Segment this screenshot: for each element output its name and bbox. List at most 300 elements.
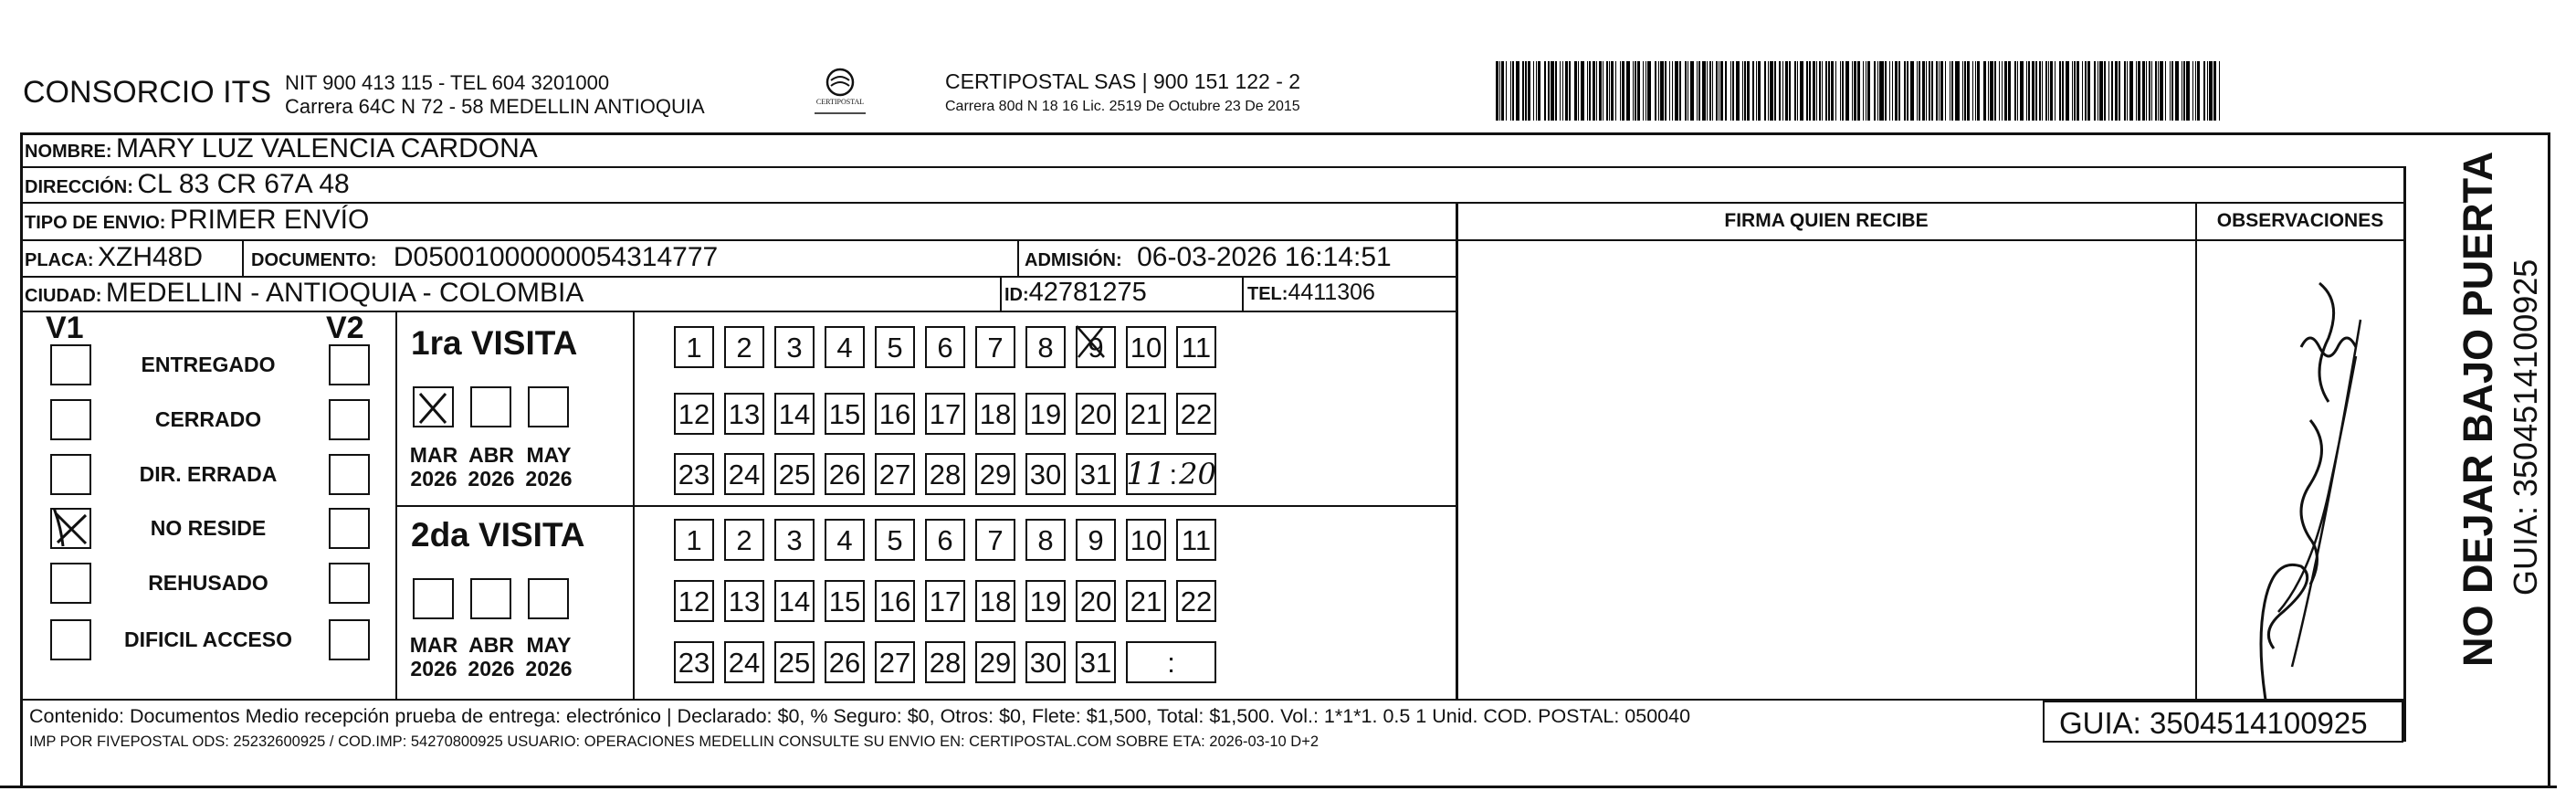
visit2-day-7[interactable]: 7 [975, 519, 1015, 561]
barcode-bar [1548, 61, 1550, 121]
ciudad-row [25, 278, 584, 309]
barcode-bar [1544, 61, 1546, 121]
barcode-bar [1994, 61, 1996, 121]
status-label: NO RESIDE [150, 516, 267, 540]
check-mark-icon [1075, 324, 1108, 361]
barcode-bar [2213, 61, 2216, 121]
barcode-bar [1593, 61, 1595, 121]
time-hour: 11 [1126, 456, 1166, 492]
documento-value: D05001000000054314777 [393, 242, 719, 272]
barcode-bar [1626, 61, 1630, 121]
status-label: CERRADO [154, 407, 262, 431]
visit1-day-17[interactable]: 17 [925, 393, 965, 435]
barcode-bar [2195, 61, 2196, 121]
barcode-bar [1794, 61, 1796, 121]
frame-left [20, 132, 23, 788]
visit1-day-12[interactable]: 12 [674, 393, 714, 435]
row-line [1457, 239, 2405, 241]
visit2-day-18[interactable]: 18 [975, 580, 1015, 622]
barcode-bar [1581, 61, 1584, 121]
barcode-bar [1782, 61, 1783, 121]
barcode-bar [1536, 61, 1537, 121]
visit1-day-1[interactable]: 1 [674, 326, 714, 368]
barcode-bar [1962, 61, 1963, 121]
barcode-bar [2048, 61, 2049, 121]
barcode-bar [1690, 61, 1694, 121]
certipostal-logo [804, 66, 877, 121]
year-label: 2026 [525, 657, 573, 680]
barcode-bar [1587, 61, 1588, 121]
month-label: MAY [526, 633, 572, 657]
nombre-value: MARY LUZ VALENCIA CARDONA [116, 133, 538, 163]
barcode-bar [2138, 61, 2140, 121]
barcode-bar [1770, 61, 1773, 121]
visit2-day-4[interactable]: 4 [825, 519, 865, 561]
visit1-day-16[interactable]: 16 [875, 393, 915, 435]
barcode-bar [1622, 61, 1624, 121]
barcode-bar [1645, 61, 1646, 121]
barcode-bar [1606, 61, 1608, 121]
barcode [1496, 61, 2222, 121]
v1-checkbox[interactable] [50, 508, 91, 549]
month-label: MAR [409, 443, 458, 467]
barcode-bar [2142, 61, 2145, 121]
frame-bottom [0, 786, 2557, 788]
visit1-day-26[interactable]: 26 [825, 453, 865, 495]
barcode-bar [2042, 61, 2043, 121]
barcode-bar [1569, 61, 1571, 121]
barcode-bar [2099, 61, 2103, 121]
barcode-bar [2062, 61, 2064, 121]
barcode-bar [1779, 61, 1781, 121]
admision-label: ADMISIÓN: [1025, 250, 1122, 270]
barcode-bar [1675, 61, 1678, 121]
visita2-heading: 2da VISITA [411, 516, 585, 554]
barcode-bar [1819, 61, 1821, 121]
barcode-bar [1877, 61, 1878, 121]
time-minute: 20 [1179, 457, 1216, 491]
visit1-day-29[interactable]: 29 [975, 453, 1015, 495]
status-label: ENTREGADO [141, 353, 276, 376]
signature [2173, 265, 2392, 740]
visit2-day-16[interactable]: 16 [875, 580, 915, 622]
v2-checkbox[interactable] [329, 344, 370, 385]
visit2-day-19[interactable]: 19 [1025, 580, 1066, 622]
barcode-bar [2028, 61, 2030, 121]
barcode-bar [1560, 61, 1561, 121]
barcode-bar [1885, 61, 1887, 121]
firma-heading: FIRMA QUIEN RECIBE [1724, 210, 1929, 231]
v1-checkbox[interactable] [50, 619, 91, 660]
barcode-bar [1845, 61, 1849, 121]
month-checkbox[interactable] [470, 386, 511, 427]
barcode-bar [1516, 61, 1519, 121]
placa-row [25, 242, 203, 273]
col-line [1242, 276, 1244, 311]
barcode-bar [1637, 61, 1640, 121]
barcode-bar [1732, 61, 1734, 121]
barcode-bar [2020, 61, 2024, 121]
barcode-bar [1917, 61, 1918, 121]
barcode-bar [1840, 61, 1841, 121]
side-warning: NO DEJAR BAJO PUERTA [2455, 151, 2501, 667]
month-label: MAY [526, 443, 572, 467]
barcode-bar [1931, 61, 1933, 121]
barcode-bar [2155, 61, 2157, 121]
visit2-day-21[interactable]: 21 [1126, 580, 1166, 622]
month-checkbox[interactable] [528, 578, 569, 619]
tipo-envio-label: TIPO DE ENVIO: [25, 213, 166, 233]
barcode-bar [1574, 61, 1577, 121]
barcode-bar [1828, 61, 1830, 121]
ciudad-label: CIUDAD: [25, 286, 102, 306]
barcode-bar [1698, 61, 1700, 121]
barcode-bar [1964, 61, 1966, 121]
visit2-day-8[interactable]: 8 [1025, 519, 1066, 561]
v2-checkbox[interactable] [329, 619, 370, 660]
tel-label: TEL: [1247, 284, 1288, 304]
visit1-day-8[interactable]: 8 [1025, 326, 1066, 368]
barcode-bar [1665, 61, 1667, 121]
col-line [242, 239, 244, 276]
barcode-bar [2136, 61, 2137, 121]
visit1-day-14[interactable]: 14 [774, 393, 815, 435]
v2-checkbox[interactable] [329, 508, 370, 549]
status-label: DIFICIL ACCESO [123, 628, 292, 651]
barcode-bar [1611, 61, 1614, 121]
visit1-day-21[interactable]: 21 [1126, 393, 1166, 435]
visit1-day-24[interactable]: 24 [724, 453, 764, 495]
visit2-day-22[interactable]: 22 [1176, 580, 1216, 622]
visit2-day-31[interactable]: 31 [1076, 641, 1116, 683]
barcode-bar [1789, 61, 1791, 121]
visit2-day-26[interactable]: 26 [825, 641, 865, 683]
barcode-bar [1620, 61, 1621, 121]
barcode-bar [2104, 61, 2106, 121]
barcode-bar [1752, 61, 1754, 121]
visit2-day-24[interactable]: 24 [724, 641, 764, 683]
barcode-bar [1825, 61, 1827, 121]
barcode-bar [1672, 61, 1673, 121]
barcode-bar [1889, 61, 1890, 121]
barcode-bar [1879, 61, 1884, 121]
visit1-day-31[interactable]: 31 [1076, 453, 1116, 495]
visit2-day-13[interactable]: 13 [724, 580, 764, 622]
month-label: ABR [468, 443, 514, 467]
barcode-bar [1988, 61, 1989, 121]
barcode-bar [2160, 61, 2163, 121]
visit1-day-19[interactable]: 19 [1025, 393, 1066, 435]
v1-checkbox[interactable] [50, 344, 91, 385]
visit2-day-14[interactable]: 14 [774, 580, 815, 622]
v2-checkbox[interactable] [329, 563, 370, 604]
month-label: ABR [468, 633, 514, 657]
barcode-bar [1643, 61, 1644, 121]
visit2-day-28[interactable]: 28 [925, 641, 965, 683]
visit2-day-3[interactable]: 3 [774, 519, 815, 561]
barcode-bar [2017, 61, 2018, 121]
visit1-day-18[interactable]: 18 [975, 393, 1015, 435]
visit1-day-11[interactable]: 11 [1176, 326, 1216, 368]
barcode-bar [1538, 61, 1540, 121]
barcode-bar [1499, 61, 1500, 121]
barcode-bar [1816, 61, 1817, 121]
visit1-day-9[interactable]: 9 [1076, 326, 1116, 368]
barcode-bar [1758, 61, 1761, 121]
visit2-day-9[interactable]: 9 [1076, 519, 1116, 561]
barcode-bar [1852, 61, 1853, 121]
company-line2: Carrera 64C N 72 - 58 MEDELLIN ANTIOQUIA [285, 95, 705, 118]
barcode-bar [1940, 61, 1943, 121]
nombre-row [25, 133, 538, 164]
barcode-bar [2014, 61, 2016, 121]
visit2-day-1[interactable]: 1 [674, 519, 714, 561]
tipo-envio-value: PRIMER ENVÍO [169, 205, 370, 235]
footer-guia: GUIA: 3504514100925 [2059, 706, 2368, 740]
barcode-bar [1813, 61, 1815, 121]
barcode-bar [1615, 61, 1616, 121]
barcode-bar [2082, 61, 2083, 121]
visit1-day-3[interactable]: 3 [774, 326, 815, 368]
barcode-bar [2045, 61, 2047, 121]
barcode-bar [1647, 61, 1651, 121]
barcode-bar [1578, 61, 1579, 121]
barcode-bar [1842, 61, 1844, 121]
year-label: 2026 [468, 657, 515, 680]
col-line [2403, 166, 2406, 742]
barcode-bar [1809, 61, 1811, 121]
barcode-bar [1658, 61, 1659, 121]
barcode-bar [1709, 61, 1711, 121]
direccion-label: DIRECCIÓN: [25, 177, 133, 197]
barcode-bar [2183, 61, 2185, 121]
barcode-bar [1609, 61, 1610, 121]
barcode-bar [2197, 61, 2200, 121]
row-line [20, 202, 2405, 204]
barcode-bar [1926, 61, 1927, 121]
visit1-day-22[interactable]: 22 [1176, 393, 1216, 435]
month-checkbox[interactable] [413, 578, 454, 619]
barcode-bar [1685, 61, 1687, 121]
barcode-bar [1747, 61, 1750, 121]
year-label: 2026 [410, 467, 457, 490]
barcode-bar [2039, 61, 2041, 121]
barcode-bar [2035, 61, 2037, 121]
barcode-bar [1555, 61, 1557, 121]
visit1-day-4[interactable]: 4 [825, 326, 865, 368]
barcode-bar [1863, 61, 1864, 121]
barcode-bar [2004, 61, 2007, 121]
barcode-bar [1697, 61, 1698, 121]
visit2-time-box[interactable] [1126, 641, 1216, 683]
barcode-bar [2115, 61, 2118, 121]
footer-contenido: Contenido: Documentos Medio recepción prueba de entrega: electrónico | Declarado: $0, % Seguro: $0, Otros: $0, Flete: $1,500, Total: $1,500. Vol.: 1*1*1. 0.5 1 Unid. COD. POSTAL: 050040 [29, 705, 1691, 727]
year-label: 2026 [525, 467, 573, 490]
barcode-bar [1764, 61, 1766, 121]
ciudad-value: MEDELLIN - ANTIOQUIA - COLOMBIA [105, 278, 584, 308]
barcode-bar [1955, 61, 1960, 121]
barcode-bar [2129, 61, 2133, 121]
logo-text: CERTIPOSTAL [815, 98, 865, 106]
barcode-bar [2074, 61, 2076, 121]
side-guia: GUIA: 3504514100925 [2507, 258, 2544, 596]
col-line [1017, 239, 1019, 276]
barcode-bar [1702, 61, 1706, 121]
barcode-bar [1720, 61, 1723, 121]
barcode-bar [1496, 61, 1498, 121]
visit1-day-20[interactable]: 20 [1076, 393, 1116, 435]
v2-heading: V2 [326, 311, 364, 345]
documento-label: DOCUMENTO: [251, 250, 377, 270]
barcode-bar [1831, 61, 1834, 121]
barcode-bar [1635, 61, 1636, 121]
year-label: 2026 [468, 467, 515, 490]
direccion-value: CL 83 CR 67A 48 [137, 169, 350, 199]
barcode-bar [1857, 61, 1860, 121]
visit2-day-5[interactable]: 5 [875, 519, 915, 561]
barcode-bar [2032, 61, 2035, 121]
visit1-day-23[interactable]: 23 [674, 453, 714, 495]
id-row [1004, 278, 1147, 308]
tipo-envio-row [25, 205, 369, 236]
visit1-day-15[interactable]: 15 [825, 393, 865, 435]
barcode-bar [2072, 61, 2073, 121]
barcode-bar [2203, 61, 2205, 121]
barcode-bar [1945, 61, 1946, 121]
visit2-day-2[interactable]: 2 [724, 519, 764, 561]
barcode-bar [1716, 61, 1718, 121]
barcode-bar [1679, 61, 1681, 121]
visit1-time-box[interactable]: 11 : 20 [1126, 453, 1216, 495]
visit2-day-23[interactable]: 23 [674, 641, 714, 683]
col-line [1000, 276, 1002, 311]
barcode-bar [2149, 61, 2150, 121]
frame-right [2548, 132, 2550, 788]
barcode-bar [1725, 61, 1727, 121]
barcode-bar [2170, 61, 2171, 121]
barcode-bar [1655, 61, 1656, 121]
barcode-bar [2158, 61, 2159, 121]
barcode-bar [1967, 61, 1970, 121]
barcode-bar [2085, 61, 2087, 121]
visit2-day-15[interactable]: 15 [825, 580, 865, 622]
barcode-bar [1854, 61, 1856, 121]
carrier-line1: CERTIPOSTAL SAS | 900 151 122 - 2 [945, 69, 1301, 93]
barcode-bar [1867, 61, 1870, 121]
barcode-bar [2146, 61, 2147, 121]
check-mark-icon [52, 510, 89, 547]
v1-checkbox[interactable] [50, 399, 91, 440]
barcode-bar [1919, 61, 1920, 121]
barcode-bar [1972, 61, 1973, 121]
barcode-bar [2108, 61, 2109, 121]
visit1-day-25[interactable]: 25 [774, 453, 815, 495]
barcode-bar [1744, 61, 1746, 121]
barcode-bar [2219, 61, 2220, 121]
barcode-bar [1990, 61, 1993, 121]
barcode-bar [1596, 61, 1597, 121]
month-checkbox[interactable] [413, 386, 454, 427]
barcode-bar [2087, 61, 2090, 121]
barcode-bar [2124, 61, 2126, 121]
barcode-bar [1977, 61, 1980, 121]
barcode-bar [2050, 61, 2053, 121]
footer-imp: IMP POR FIVEPOSTAL ODS: 25232600925 / COD.IMP: 54270800925 USUARIO: OPERACIONES MEDELLIN CONSULTE SU ENVIO EN: CERTIPOSTAL.COM SOBRE ETA: 2026-03-10 D+2 [29, 733, 1320, 750]
barcode-bar [1660, 61, 1664, 121]
month-checkbox[interactable] [528, 386, 569, 427]
visit1-day-10[interactable]: 10 [1126, 326, 1166, 368]
barcode-bar [1533, 61, 1534, 121]
barcode-bar [1800, 61, 1803, 121]
barcode-bar [2127, 61, 2128, 121]
visit1-day-13[interactable]: 13 [724, 393, 764, 435]
col-line [1456, 203, 1458, 701]
visit1-day-6[interactable]: 6 [925, 326, 965, 368]
barcode-bar [1589, 61, 1591, 121]
admision-value: 06-03-2026 16:14:51 [1137, 242, 1392, 272]
barcode-bar [1922, 61, 1925, 121]
barcode-bar [1730, 61, 1731, 121]
barcode-bar [1939, 61, 1940, 121]
barcode-bar [1565, 61, 1568, 121]
v1-checkbox[interactable] [50, 454, 91, 495]
barcode-bar [2077, 61, 2079, 121]
barcode-bar [1874, 61, 1876, 121]
barcode-bar [2026, 61, 2027, 121]
visit2-day-30[interactable]: 30 [1025, 641, 1066, 683]
barcode-bar [1907, 61, 1908, 121]
barcode-bar [1774, 61, 1776, 121]
barcode-bar [2066, 61, 2069, 121]
barcode-bar [1822, 61, 1823, 121]
visit2-day-6[interactable]: 6 [925, 519, 965, 561]
visit2-day-12[interactable]: 12 [674, 580, 714, 622]
barcode-bar [1525, 61, 1527, 121]
visit2-day-17[interactable]: 17 [925, 580, 965, 622]
barcode-bar [1898, 61, 1900, 121]
visit1-day-27[interactable]: 27 [875, 453, 915, 495]
visit1-day-28[interactable]: 28 [925, 453, 965, 495]
visit2-day-27[interactable]: 27 [875, 641, 915, 683]
barcode-bar [1742, 61, 1743, 121]
barcode-bar [1512, 61, 1514, 121]
barcode-bar [1551, 61, 1554, 121]
visit2-day-25[interactable]: 25 [774, 641, 815, 683]
barcode-bar [2151, 61, 2152, 121]
visit2-day-29[interactable]: 29 [975, 641, 1015, 683]
v2-checkbox[interactable] [329, 454, 370, 495]
direccion-row [25, 169, 350, 200]
v1-checkbox[interactable] [50, 563, 91, 604]
visit1-day-2[interactable]: 2 [724, 326, 764, 368]
barcode-bar [1768, 61, 1769, 121]
documento-row [251, 242, 718, 273]
visita1-heading: 1ra VISITA [411, 324, 578, 362]
id-value: 42781275 [1028, 278, 1147, 307]
nombre-label: NOMBRE: [25, 142, 112, 162]
visit1-day-30[interactable]: 30 [1025, 453, 1066, 495]
barcode-bar [2094, 61, 2096, 121]
visit1-day-5[interactable]: 5 [875, 326, 915, 368]
barcode-bar [1501, 61, 1504, 121]
visit2-day-20[interactable]: 20 [1076, 580, 1116, 622]
v2-checkbox[interactable] [329, 399, 370, 440]
visit2-day-10[interactable]: 10 [1126, 519, 1166, 561]
barcode-bar [1975, 61, 1976, 121]
month-checkbox[interactable] [470, 578, 511, 619]
visit1-day-7[interactable]: 7 [975, 326, 1015, 368]
visit2-day-11[interactable]: 11 [1176, 519, 1216, 561]
